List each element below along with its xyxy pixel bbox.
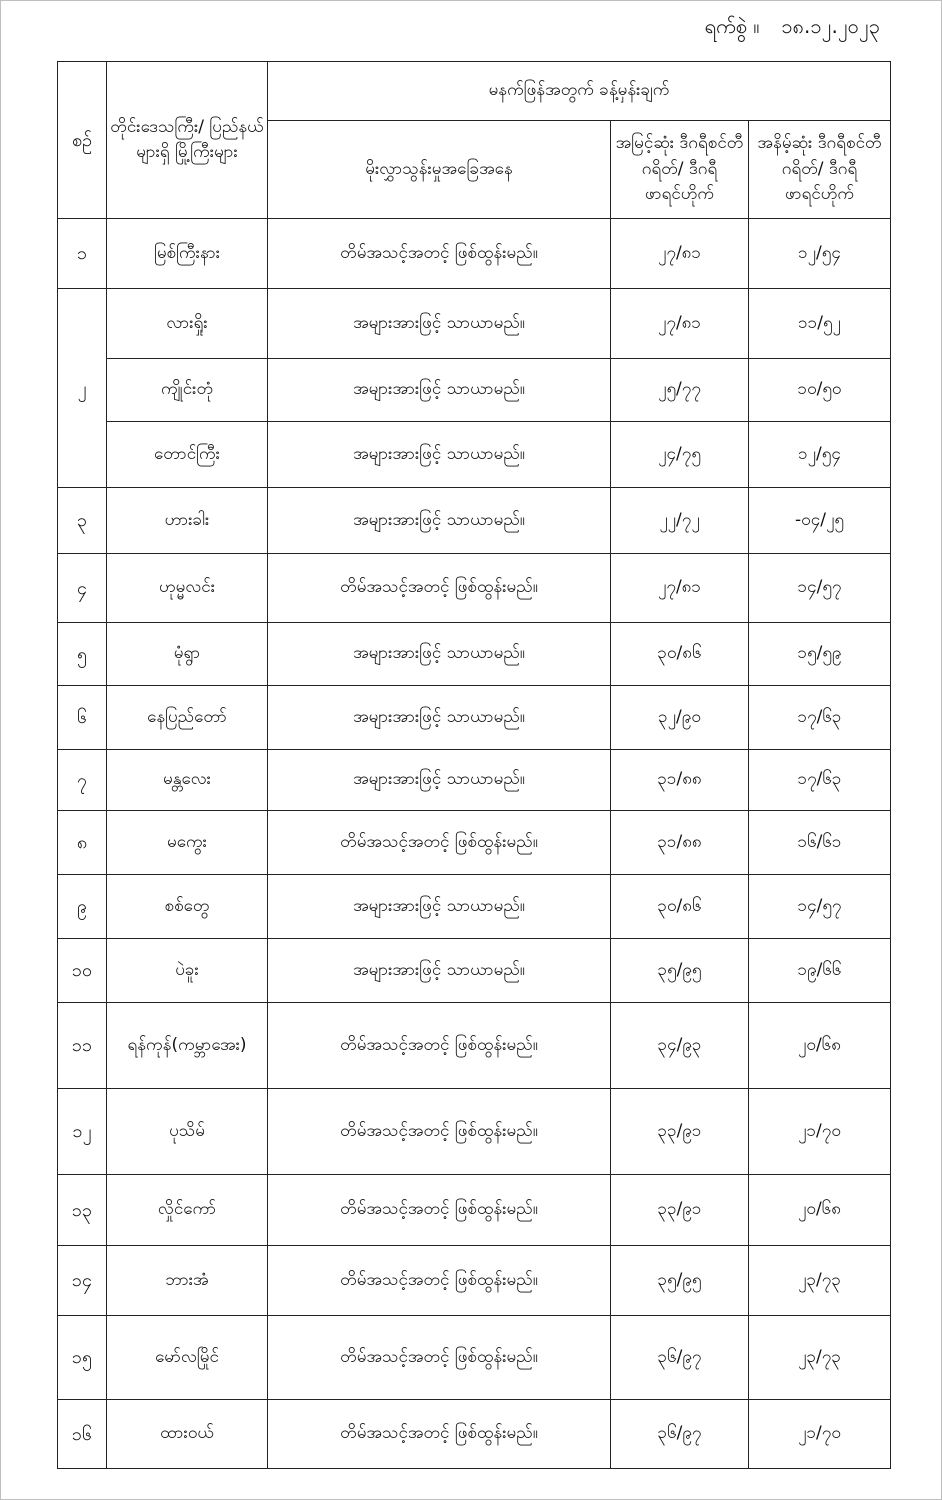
weather-condition: အများအားဖြင့် သာယာမည်။ bbox=[268, 488, 611, 554]
city-name: ပုသိမ် bbox=[107, 1089, 268, 1175]
table-row bbox=[58, 1246, 891, 1316]
header-min-temp: အနိမ့်ဆုံး ဒီဂရီစင်တီဂရိတ်/ ဒီဂရီဖာရင်ဟိုက် bbox=[749, 121, 891, 219]
table-row bbox=[58, 1003, 891, 1089]
table-row bbox=[58, 811, 891, 875]
max-temperature: ၃၄/၉၃ bbox=[611, 1003, 749, 1089]
min-temperature: ၂၀/၆၈ bbox=[749, 1175, 891, 1246]
city-name: မော်လမြိုင် bbox=[107, 1316, 268, 1400]
city-name: ရန်ကုန်(ကမ္ဘာအေး) bbox=[107, 1003, 268, 1089]
max-temperature: ၃၃/၉၁ bbox=[611, 1175, 749, 1246]
row-number: ၃ bbox=[58, 488, 107, 554]
table-row bbox=[58, 686, 891, 750]
date-label: ရက်စွဲ ။ bbox=[704, 14, 760, 38]
table-row bbox=[58, 422, 891, 488]
max-temperature: ၃၅/၉၅ bbox=[611, 1246, 749, 1316]
weather-condition: တိမ်အသင့်အတင့် ဖြစ်ထွန်းမည်။ bbox=[268, 1316, 611, 1400]
weather-condition: တိမ်အသင့်အတင့် ဖြစ်ထွန်းမည်။ bbox=[268, 219, 611, 289]
weather-condition: တိမ်အသင့်အတင့် ဖြစ်ထွန်းမည်။ bbox=[268, 1003, 611, 1089]
weather-condition: အများအားဖြင့် သာယာမည်။ bbox=[268, 289, 611, 359]
min-temperature: ၂၃/၇၃ bbox=[749, 1316, 891, 1400]
table-row bbox=[58, 939, 891, 1003]
city-name: ကျိုင်းတုံ bbox=[107, 359, 268, 422]
min-temperature: ၁၂/၅၄ bbox=[749, 219, 891, 289]
row-number: ၁၂ bbox=[58, 1089, 107, 1175]
min-temperature: ၂၀/၆၈ bbox=[749, 1003, 891, 1089]
date-value: ၁၈.၁၂.၂၀၂၃ bbox=[781, 14, 880, 38]
min-temperature: ၁၇/၆၃ bbox=[749, 686, 891, 750]
row-number: ၄ bbox=[58, 554, 107, 623]
header-region: တိုင်းဒေသကြီး/ ပြည်နယ်များရှိ မြို့ကြီးများ bbox=[107, 62, 268, 219]
min-temperature: ၁၅/၅၉ bbox=[749, 623, 891, 686]
row-number: ၅ bbox=[58, 623, 107, 686]
min-temperature: ၁၇/၆၃ bbox=[749, 750, 891, 811]
max-temperature: ၃၁/၈၈ bbox=[611, 750, 749, 811]
weather-condition: တိမ်အသင့်အတင့် ဖြစ်ထွန်းမည်။ bbox=[268, 1246, 611, 1316]
row-number: ၁၀ bbox=[58, 939, 107, 1003]
weather-condition: အများအားဖြင့် သာယာမည်။ bbox=[268, 875, 611, 939]
table-row bbox=[58, 750, 891, 811]
table-row bbox=[58, 1316, 891, 1400]
city-name: လားရှိုး bbox=[107, 289, 268, 359]
min-temperature: ၁၀/၅၀ bbox=[749, 359, 891, 422]
city-name: ဟားခါး bbox=[107, 488, 268, 554]
max-temperature: ၃၆/၉၇ bbox=[611, 1316, 749, 1400]
max-temperature: ၂၅/၇၇ bbox=[611, 359, 749, 422]
weather-condition: တိမ်အသင့်အတင့် ဖြစ်ထွန်းမည်။ bbox=[268, 811, 611, 875]
max-temperature: ၃၆/၉၇ bbox=[611, 1400, 749, 1469]
forecast-table bbox=[57, 61, 891, 1469]
weather-condition: တိမ်အသင့်အတင့် ဖြစ်ထွန်းမည်။ bbox=[268, 554, 611, 623]
city-name: မကွေး bbox=[107, 811, 268, 875]
table-row bbox=[58, 1400, 891, 1469]
max-temperature: ၂၄/၇၅ bbox=[611, 422, 749, 488]
min-temperature: ၁၉/၆၆ bbox=[749, 939, 891, 1003]
city-name: ထားဝယ် bbox=[107, 1400, 268, 1469]
table-row bbox=[58, 875, 891, 939]
city-name: တောင်ကြီး bbox=[107, 422, 268, 488]
min-temperature: ၁၁/၅၂ bbox=[749, 289, 891, 359]
row-number: ၁၄ bbox=[58, 1246, 107, 1316]
row-number: ၂ bbox=[58, 289, 107, 488]
header-weather: မိုးလွှာသွန်းမှုအခြေအနေ bbox=[268, 121, 611, 219]
min-temperature: ၁၄/၅၇ bbox=[749, 875, 891, 939]
weather-condition: အများအားဖြင့် သာယာမည်။ bbox=[268, 359, 611, 422]
table-row bbox=[58, 488, 891, 554]
row-number: ၇ bbox=[58, 750, 107, 811]
min-temperature: ၂၁/၇၀ bbox=[749, 1089, 891, 1175]
min-temperature: ၂၃/၇၃ bbox=[749, 1246, 891, 1316]
min-temperature: ၁၆/၆၁ bbox=[749, 811, 891, 875]
weather-condition: တိမ်အသင့်အတင့် ဖြစ်ထွန်းမည်။ bbox=[268, 1400, 611, 1469]
table-row bbox=[58, 1175, 891, 1246]
row-number: ၆ bbox=[58, 686, 107, 750]
min-temperature: ၂၁/၇၀ bbox=[749, 1400, 891, 1469]
city-name: မန္တလေး bbox=[107, 750, 268, 811]
city-name: နေပြည်တော် bbox=[107, 686, 268, 750]
weather-condition: တိမ်အသင့်အတင့် ဖြစ်ထွန်းမည်။ bbox=[268, 1175, 611, 1246]
max-temperature: ၃၁/၈၈ bbox=[611, 811, 749, 875]
max-temperature: ၃၂/၉၀ bbox=[611, 686, 749, 750]
city-name: စစ်တွေ bbox=[107, 875, 268, 939]
weather-condition: အများအားဖြင့် သာယာမည်။ bbox=[268, 939, 611, 1003]
max-temperature: ၃၃/၉၁ bbox=[611, 1089, 749, 1175]
city-name: မုံရွာ bbox=[107, 623, 268, 686]
header-max-temp: အမြင့်ဆုံး ဒီဂရီစင်တီဂရိတ်/ ဒီဂရီဖာရင်ဟိုက် bbox=[611, 121, 749, 219]
weather-condition: အများအားဖြင့် သာယာမည်။ bbox=[268, 623, 611, 686]
header-no: စဉ် bbox=[58, 62, 107, 219]
table-row bbox=[58, 289, 891, 359]
row-number: ၈ bbox=[58, 811, 107, 875]
max-temperature: ၂၂/၇၂ bbox=[611, 488, 749, 554]
row-number: ၁၃ bbox=[58, 1175, 107, 1246]
row-number: ၉ bbox=[58, 875, 107, 939]
city-name: ဟုမ္မလင်း bbox=[107, 554, 268, 623]
row-number: ၁၅ bbox=[58, 1316, 107, 1400]
table-row bbox=[58, 219, 891, 289]
max-temperature: ၂၇/၈၁ bbox=[611, 554, 749, 623]
max-temperature: ၂၇/၈၁ bbox=[611, 289, 749, 359]
table-body bbox=[58, 219, 891, 1469]
min-temperature: ၁၂/၅၄ bbox=[749, 422, 891, 488]
city-name: လှိုင်ကော် bbox=[107, 1175, 268, 1246]
header-forecast: မနက်ဖြန်အတွက် ခန့်မှန်းချက် bbox=[268, 62, 891, 121]
row-number: ၁ bbox=[58, 219, 107, 289]
min-temperature: -၀၄/၂၅ bbox=[749, 488, 891, 554]
min-temperature: ၁၄/၅၇ bbox=[749, 554, 891, 623]
date-line bbox=[560, 8, 880, 48]
max-temperature: ၂၇/၈၁ bbox=[611, 219, 749, 289]
row-number: ၁၁ bbox=[58, 1003, 107, 1089]
max-temperature: ၃၅/၉၅ bbox=[611, 939, 749, 1003]
city-name: ဘားအံ bbox=[107, 1246, 268, 1316]
max-temperature: ၃၀/၈၆ bbox=[611, 875, 749, 939]
weather-condition: အများအားဖြင့် သာယာမည်။ bbox=[268, 686, 611, 750]
table-row bbox=[58, 623, 891, 686]
city-name: ပဲခူး bbox=[107, 939, 268, 1003]
row-number: ၁၆ bbox=[58, 1400, 107, 1469]
table-row bbox=[58, 1089, 891, 1175]
weather-condition: အများအားဖြင့် သာယာမည်။ bbox=[268, 750, 611, 811]
table-row bbox=[58, 554, 891, 623]
weather-condition: တိမ်အသင့်အတင့် ဖြစ်ထွန်းမည်။ bbox=[268, 1089, 611, 1175]
max-temperature: ၃၀/၈၆ bbox=[611, 623, 749, 686]
weather-condition: အများအားဖြင့် သာယာမည်။ bbox=[268, 422, 611, 488]
table-row bbox=[58, 359, 891, 422]
city-name: မြစ်ကြီးနား bbox=[107, 219, 268, 289]
